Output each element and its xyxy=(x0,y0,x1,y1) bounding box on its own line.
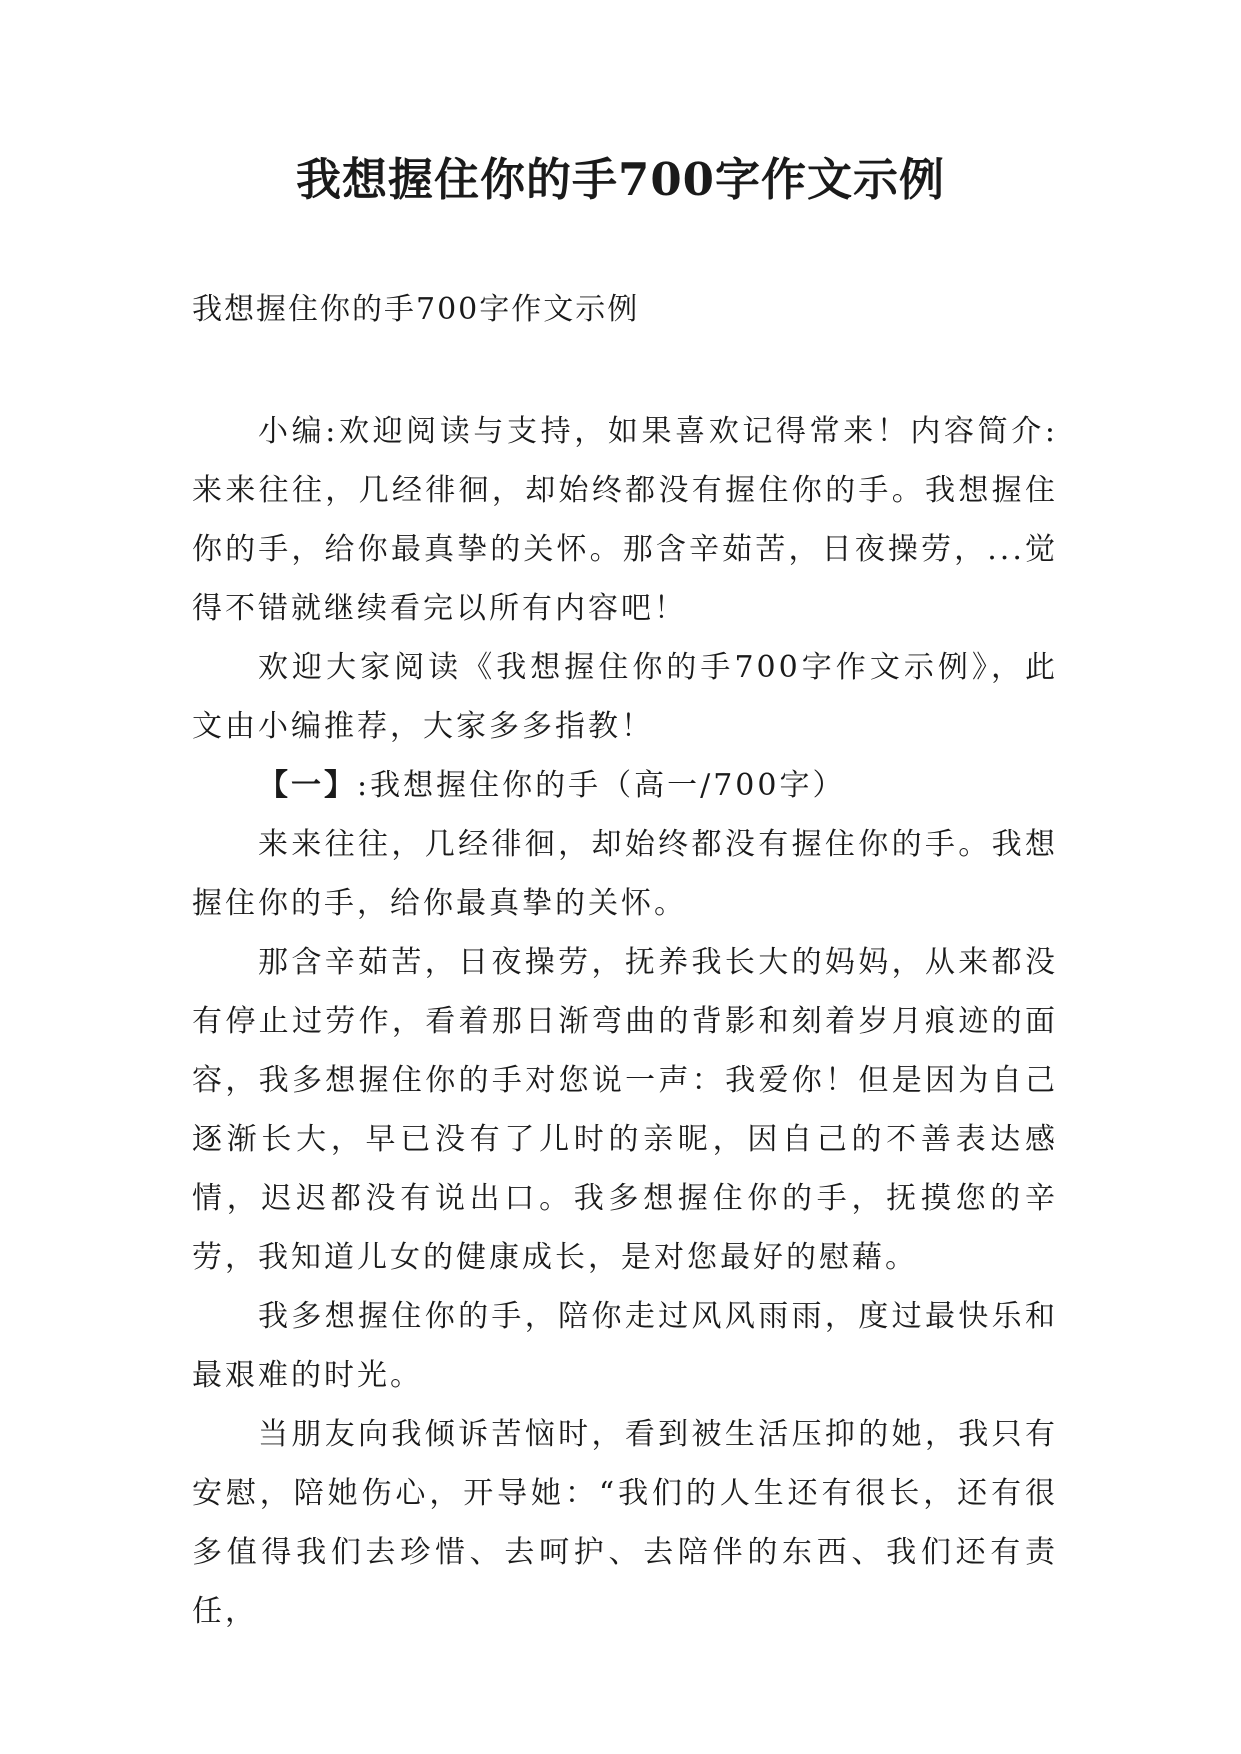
section-marker: 【一】 xyxy=(258,768,357,803)
document-subtitle: 我想握住你的手700字作文示例 xyxy=(192,292,640,327)
body-paragraph: 当朋友向我倾诉苦恼时，看到被生活压抑的她，我只有安慰，陪她伤心，开导她：“我们的人生还有很长，还有很多值得我们去珍惜、去呵护、去陪伴的东西、我们还有责任， xyxy=(192,1417,1058,1629)
body-paragraph: 来来往往，几经徘徊，却始终都没有握住你的手。我想握住你的手，给你最真挚的关怀。 xyxy=(192,827,1058,921)
welcome-paragraph: 欢迎大家阅读《我想握住你的手700字作文示例》，此文由小编推荐，大家多多指教！ xyxy=(192,650,1058,744)
body-paragraph: 我多想握住你的手，陪你走过风风雨雨，度过最快乐和最艰难的时光。 xyxy=(192,1299,1058,1393)
section-heading-text: :我想握住你的手（高一/700字） xyxy=(357,768,846,803)
document-title: 我想握住你的手700字作文示例 xyxy=(296,153,945,206)
body-paragraph: 那含辛茹苦，日夜操劳，抚养我长大的妈妈，从来都没有停止过劳作，看着那日渐弯曲的背影和刻着岁月痕迹的面容，我多想握住你的手对您说一声：我爱你！但是因为自己逐渐长大，早已没有了儿时的亲昵，因自己的不善表达感情，迟迟都没有说出口。我多想握住你的手，抚摸您的辛劳，我知道儿女的健康成长，是对您最好的慰藉。 xyxy=(192,945,1058,1275)
document-body xyxy=(192,402,1058,1641)
intro-paragraph: 小编:欢迎阅读与支持，如果喜欢记得常来！内容简介:来来往往，几经徘徊，却始终都没有握住你的手。我想握住你的手，给你最真挚的关怀。那含辛茹苦，日夜操劳，...觉得不错就继续看完以所有内容吧！ xyxy=(192,414,1058,626)
section-heading xyxy=(192,756,1058,815)
